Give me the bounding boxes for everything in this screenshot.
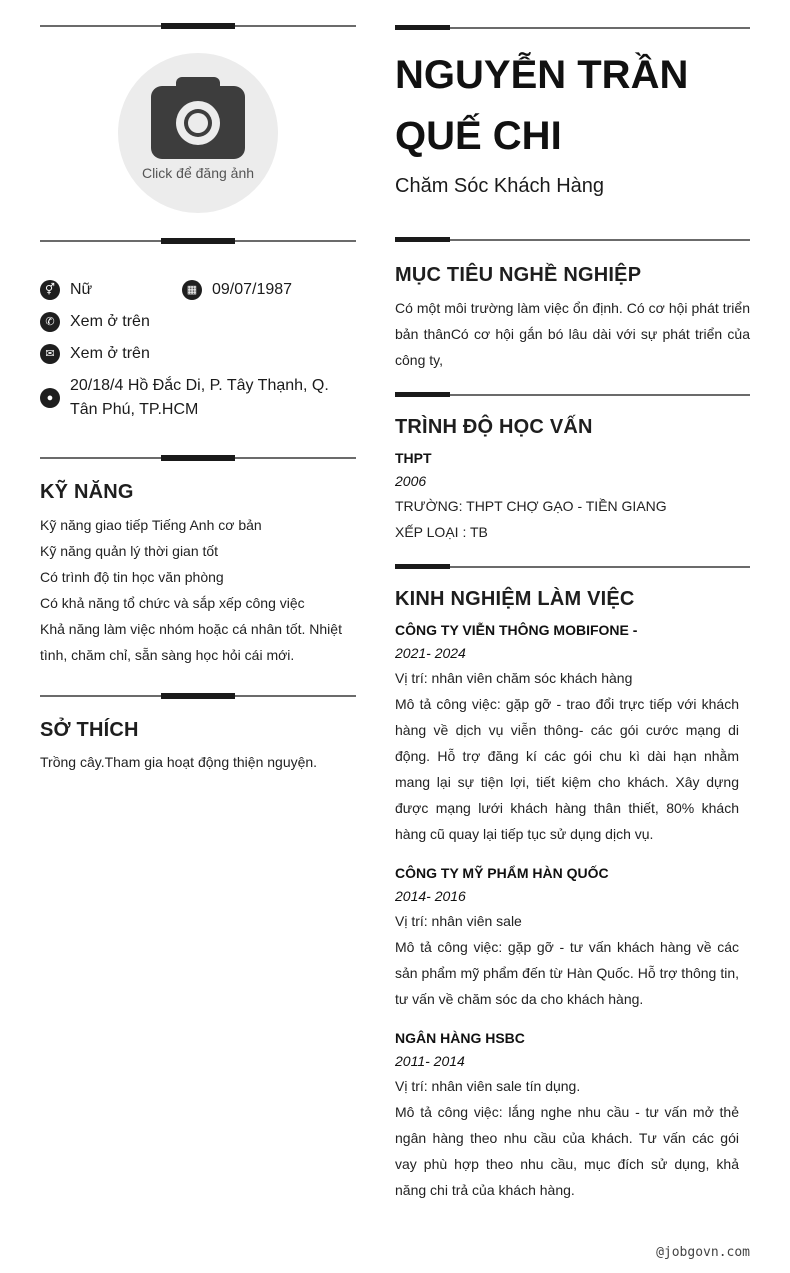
avatar-upload-label: Click để đăng ảnh — [141, 165, 255, 181]
list-item: Có khả năng tổ chức và sắp xếp công việc — [40, 595, 305, 611]
birthday-value: 09/07/1987 — [212, 281, 293, 298]
education-title: TRÌNH ĐỘ HỌC VẤN — [395, 416, 593, 438]
objective-title: MỤC TIÊU NGHỀ NGHIỆP — [395, 264, 642, 286]
watermark: @jobgovn.com — [656, 1245, 750, 1260]
job-role: Vị trí: nhân viên sale tín dụng. — [395, 1078, 581, 1094]
skills-list — [40, 512, 356, 668]
list-item: Có trình độ tin học văn phòng — [40, 569, 224, 585]
job-period: 2014- 2016 — [395, 888, 466, 904]
full-name: NGUYỄN TRẦN QUẾ CHI — [395, 53, 689, 158]
divider — [395, 392, 750, 398]
job-role: Vị trí: nhân viên sale — [395, 913, 522, 929]
education-school: TRƯỜNG: THPT CHỢ GẠO - TIỀN GIANG — [395, 498, 667, 514]
list-item: Kỹ năng quản lý thời gian tốt — [40, 543, 219, 559]
divider — [395, 564, 750, 570]
skills-title: KỸ NĂNG — [40, 481, 134, 503]
birthday-row — [182, 278, 352, 302]
experience-title: KINH NGHIỆM LÀM VIỆC — [395, 588, 635, 610]
education-level: THPT — [395, 450, 432, 466]
job-description: Mô tả công việc: gặp gỡ - tư vấn khách hàng về các sản phẩm mỹ phẩm đến từ Hàn Quốc. Hỗ trợ thông tin, tư vấn về chăm sóc da cho khách hàng. — [395, 939, 739, 1007]
address-row — [40, 374, 356, 422]
education-year: 2006 — [395, 473, 427, 489]
education-grade: XẾP LOẠI : TB — [395, 524, 488, 540]
avatar-upload[interactable] — [118, 53, 278, 213]
job-description: Mô tả công việc: lắng nghe nhu cầu - tư vấn mở thẻ ngân hàng theo nhu cầu của khách. Tư vấn các gói vay phù hợp theo nhu cầu, mục đích sử dụng, khả năng chi trả của khách hàng. — [395, 1104, 739, 1198]
phone-row — [40, 310, 356, 334]
location-icon: ● — [40, 388, 60, 408]
job-description: Mô tả công việc: gặp gỡ - trao đổi trực tiếp với khách hàng về dịch vụ viễn thông- các gói cước mạng di động. Hỗ trợ đăng kí các gói chu kì dài hạn nhằm mang lại sự tiện lợi, tiết kiệm cho khách. Xây dựng được mạng lưới khách hàng thân thiết, 80% khách hàng cũ quay lại tiếp tục sử dụng dịch vụ. — [395, 696, 739, 842]
divider — [40, 455, 356, 461]
divider — [40, 23, 356, 29]
divider — [395, 237, 750, 243]
job-company: CÔNG TY MỸ PHẨM HÀN QUỐC — [395, 865, 609, 881]
email-icon: ✉ — [40, 344, 60, 364]
gender-value: Nữ — [70, 281, 93, 298]
divider — [40, 238, 356, 244]
hobbies-title: SỞ THÍCH — [40, 719, 139, 741]
calendar-icon: ▦ — [182, 280, 202, 300]
phone-value: Xem ở trên — [70, 313, 150, 330]
divider — [395, 25, 750, 31]
job-company: NGÂN HÀNG HSBC — [395, 1030, 525, 1046]
gender-row — [40, 278, 180, 302]
list-item: Khả năng làm việc nhóm hoặc cá nhân tốt. Nhiệt tình, chăm chỉ, sẵn sàng học hỏi cái mới. — [40, 621, 342, 663]
gender-icon: ⚥ — [40, 280, 60, 300]
divider — [40, 693, 356, 699]
phone-icon: ✆ — [40, 312, 60, 332]
objective-text: Có một môi trường làm việc ổn định. Có cơ hội phát triển bản thânCó cơ hội gắn bó lâu dài với sự phát triển của công ty, — [395, 300, 750, 368]
job-period: 2011- 2014 — [395, 1053, 465, 1069]
job-period: 2021- 2024 — [395, 645, 466, 661]
job-company: CÔNG TY VIỄN THÔNG MOBIFONE - — [395, 622, 638, 638]
list-item: Kỹ năng giao tiếp Tiếng Anh cơ bản — [40, 517, 262, 533]
hobbies-text: Trồng cây.Tham gia hoạt động thiện nguyện. — [40, 754, 318, 770]
email-row — [40, 342, 356, 366]
job-role: Vị trí: nhân viên chăm sóc khách hàng — [395, 670, 633, 686]
email-value: Xem ở trên — [70, 345, 150, 362]
address-value: 20/18/4 Hồ Đắc Di, P. Tây Thạnh, Q. Tân Phú, TP.HCM — [70, 377, 329, 418]
job-title: Chăm Sóc Khách Hàng — [395, 175, 605, 197]
